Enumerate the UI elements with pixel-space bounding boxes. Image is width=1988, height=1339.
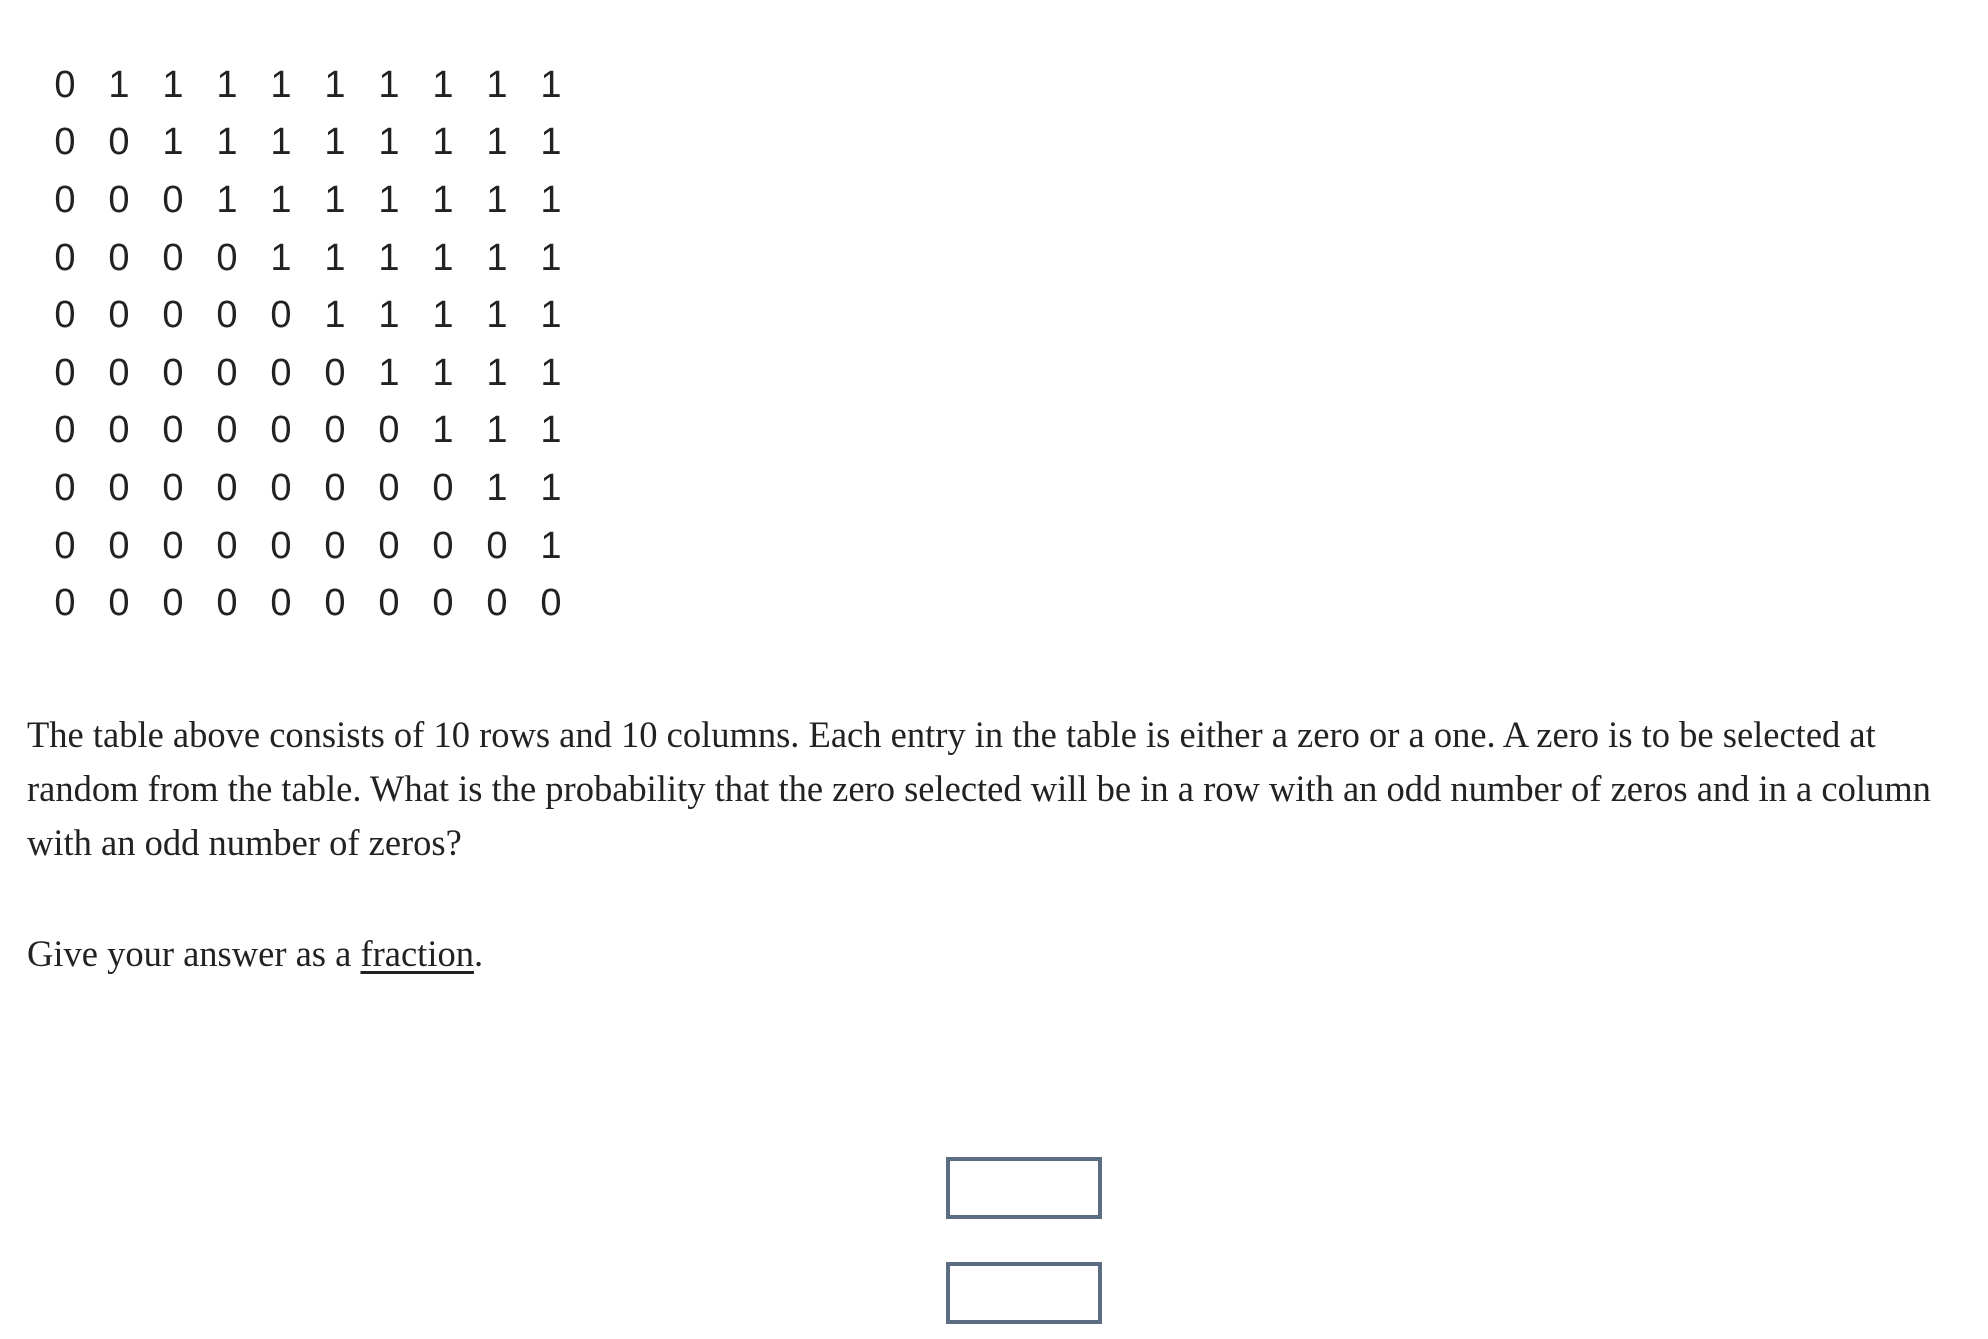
matrix-cell: 1 [432,121,454,164]
matrix-cell: 0 [270,351,292,394]
matrix-cell: 1 [486,409,508,452]
matrix-cell: 0 [432,582,454,625]
matrix-cell: 1 [486,63,508,106]
matrix-cell: 0 [54,582,76,625]
matrix-cell: 0 [108,294,130,337]
matrix-cell: 1 [162,121,184,164]
matrix-cell: 0 [54,466,76,509]
instruction-prefix: Give your answer as a [27,933,361,974]
matrix-cell: 1 [432,236,454,279]
matrix-cell: 1 [540,409,562,452]
matrix-cell: 0 [324,351,346,394]
matrix-cell: 1 [540,524,562,567]
matrix-cell: 0 [216,294,238,337]
matrix-cell: 0 [216,409,238,452]
matrix-cell: 1 [216,178,238,221]
matrix-cell: 1 [378,63,400,106]
matrix-cell: 1 [378,236,400,279]
matrix-cell: 1 [324,236,346,279]
fraction-link[interactable]: fraction [360,933,474,974]
matrix-cell: 0 [162,524,184,567]
matrix-cell: 0 [108,466,130,509]
matrix-cell: 1 [270,63,292,106]
answer-instruction [27,927,483,981]
matrix-cell: 1 [378,121,400,164]
denominator-input[interactable] [946,1262,1102,1324]
question-text: The table above consists of 10 rows and 10 columns. Each entry in the table is either a zero or a one. A zero is to be selected at random from the table. What is the probability that the zero selected will be in a row with an odd number of zeros and in a column with an odd number of zeros? [27,714,1931,863]
matrix-cell: 0 [270,582,292,625]
matrix-cell: 1 [324,294,346,337]
matrix-cell: 1 [324,121,346,164]
matrix-cell: 0 [54,121,76,164]
matrix-cell: 0 [324,409,346,452]
instruction-suffix: . [473,933,484,974]
matrix-cell: 0 [324,466,346,509]
matrix-cell: 1 [378,294,400,337]
matrix-cell: 0 [108,582,130,625]
matrix-cell: 0 [378,582,400,625]
matrix-cell: 1 [486,178,508,221]
matrix-cell: 0 [324,582,346,625]
matrix-cell: 0 [486,524,508,567]
matrix-cell: 0 [216,524,238,567]
matrix-cell: 0 [378,409,400,452]
matrix-cell: 1 [432,351,454,394]
matrix-cell: 0 [54,351,76,394]
matrix-cell: 0 [108,409,130,452]
matrix-cell: 1 [432,63,454,106]
matrix-cell: 0 [162,582,184,625]
matrix-cell: 0 [162,294,184,337]
matrix-cell: 0 [270,466,292,509]
matrix-cell: 0 [216,582,238,625]
matrix-cell: 1 [486,121,508,164]
matrix-cell: 0 [540,582,562,625]
matrix-cell: 0 [162,351,184,394]
matrix-cell: 0 [432,524,454,567]
matrix-cell: 0 [54,524,76,567]
matrix-cell: 1 [540,178,562,221]
matrix-cell: 1 [162,63,184,106]
matrix-cell: 1 [540,236,562,279]
matrix-cell: 1 [486,236,508,279]
matrix-cell: 1 [378,178,400,221]
matrix-cell: 1 [216,121,238,164]
matrix-cell: 1 [540,63,562,106]
matrix-cell: 0 [54,294,76,337]
matrix-cell: 0 [108,524,130,567]
matrix-cell: 0 [162,236,184,279]
matrix-cell: 1 [540,294,562,337]
matrix-cell: 1 [270,178,292,221]
matrix-cell: 0 [108,121,130,164]
matrix-cell: 1 [378,351,400,394]
matrix-cell: 1 [432,178,454,221]
matrix-cell: 0 [216,351,238,394]
matrix-cell: 0 [432,466,454,509]
matrix-cell: 0 [108,178,130,221]
matrix-cell: 0 [270,294,292,337]
matrix-cell: 1 [486,466,508,509]
matrix-cell: 1 [486,294,508,337]
number-matrix [38,56,578,632]
matrix-cell: 1 [270,121,292,164]
matrix-cell: 1 [270,236,292,279]
matrix-cell: 0 [324,524,346,567]
numerator-input[interactable] [946,1157,1102,1219]
matrix-cell: 0 [216,466,238,509]
matrix-cell: 0 [270,409,292,452]
matrix-cell: 1 [432,294,454,337]
matrix-cell: 0 [216,236,238,279]
matrix-cell: 1 [540,121,562,164]
matrix-cell: 1 [324,178,346,221]
matrix-cell: 0 [162,466,184,509]
matrix-cell: 0 [486,582,508,625]
matrix-cell: 1 [486,351,508,394]
matrix-cell: 0 [162,178,184,221]
matrix-cell: 0 [54,63,76,106]
matrix-cell: 1 [540,351,562,394]
matrix-cell: 0 [54,178,76,221]
matrix-cell: 0 [378,466,400,509]
matrix-cell: 0 [270,524,292,567]
matrix-cell: 0 [54,236,76,279]
matrix-cell: 1 [540,466,562,509]
matrix-cell: 1 [432,409,454,452]
matrix-cell: 0 [378,524,400,567]
matrix-cell: 0 [108,351,130,394]
matrix-cell: 0 [162,409,184,452]
matrix-cell: 0 [108,236,130,279]
matrix-cell: 1 [216,63,238,106]
matrix-cell: 1 [324,63,346,106]
matrix-cell: 0 [54,409,76,452]
matrix-cell: 1 [108,63,130,106]
